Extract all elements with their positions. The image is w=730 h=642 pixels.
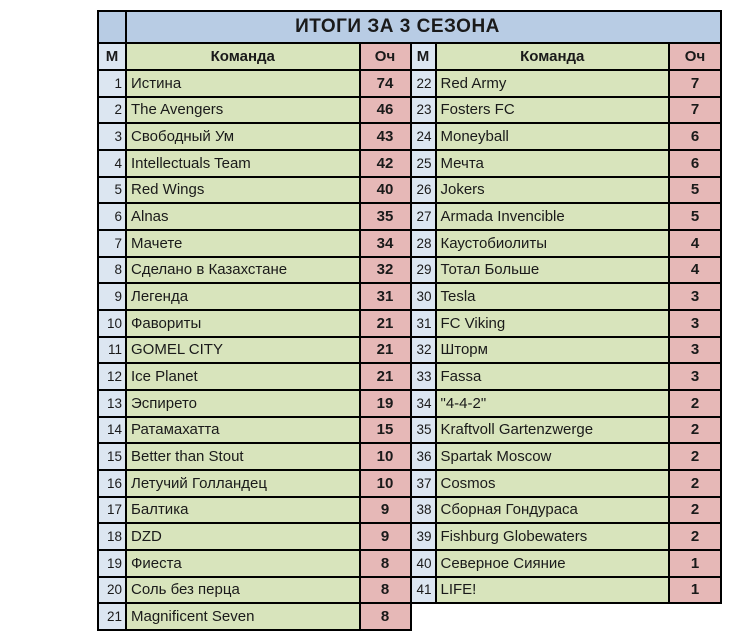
points-cell: 40 (361, 178, 410, 203)
team-cell: DZD (127, 524, 359, 549)
points-cell: 2 (670, 391, 720, 416)
points-cell: 21 (361, 364, 410, 389)
points-cell: 7 (670, 71, 720, 96)
team-cell: FC Viking (437, 311, 669, 336)
rank-cell: 32 (412, 338, 435, 363)
team-cell: Сборная Гондураса (437, 498, 669, 523)
points-cell: 43 (361, 124, 410, 149)
empty-region (412, 604, 723, 631)
points-cell: 2 (670, 524, 720, 549)
team-cell: Фиеста (127, 551, 359, 576)
rank-cell: 1 (99, 71, 125, 96)
rank-cell: 36 (412, 444, 435, 469)
rank-cell: 17 (99, 498, 125, 523)
team-cell: Red Army (437, 71, 669, 96)
rank-cell: 5 (99, 178, 125, 203)
points-cell: 74 (361, 71, 410, 96)
points-cell: 3 (670, 311, 720, 336)
team-cell: The Avengers (127, 98, 359, 123)
standings-table (97, 10, 722, 631)
points-cell: 19 (361, 391, 410, 416)
points-cell: 6 (670, 151, 720, 176)
team-cell: Истина (127, 71, 359, 96)
team-cell: Fassa (437, 364, 669, 389)
points-cell: 2 (670, 471, 720, 496)
points-cell: 2 (670, 498, 720, 523)
team-cell: Балтика (127, 498, 359, 523)
team-cell: Jokers (437, 178, 669, 203)
points-cell: 10 (361, 444, 410, 469)
rank-cell: 33 (412, 364, 435, 389)
team-cell: GOMEL CITY (127, 338, 359, 363)
points-cell: 46 (361, 98, 410, 123)
rank-cell: 6 (99, 204, 125, 229)
rank-cell: 3 (99, 124, 125, 149)
rank-cell: 30 (412, 284, 435, 309)
team-cell: Intellectuals Team (127, 151, 359, 176)
rank-cell: 22 (412, 71, 435, 96)
rank-cell: 24 (412, 124, 435, 149)
team-cell: Тотал Больше (437, 258, 669, 283)
rank-cell: 16 (99, 471, 125, 496)
team-cell: Armada Invencible (437, 204, 669, 229)
rank-cell: 37 (412, 471, 435, 496)
team-cell: Мечта (437, 151, 669, 176)
points-cell: 2 (670, 444, 720, 469)
points-cell: 42 (361, 151, 410, 176)
team-cell: Свободный Ум (127, 124, 359, 149)
header-team-right: Команда (437, 44, 669, 69)
team-cell: Kraftvoll Gartenzwerge (437, 418, 669, 443)
team-cell: Мачете (127, 231, 359, 256)
team-cell: Alnas (127, 204, 359, 229)
points-cell: 8 (361, 604, 410, 629)
team-cell: Better than Stout (127, 444, 359, 469)
rank-cell: 9 (99, 284, 125, 309)
rank-cell: 31 (412, 311, 435, 336)
team-cell: Fishburg Globewaters (437, 524, 669, 549)
team-cell: Северное Сияние (437, 551, 669, 576)
team-cell: Cosmos (437, 471, 669, 496)
header-team-left: Команда (127, 44, 359, 69)
points-cell: 35 (361, 204, 410, 229)
team-cell: Летучий Голландец (127, 471, 359, 496)
team-cell: Соль без перца (127, 578, 359, 603)
points-cell: 10 (361, 471, 410, 496)
table-title: ИТОГИ ЗА 3 СЕЗОНА (127, 12, 720, 42)
team-cell: Ратамахатта (127, 418, 359, 443)
rank-cell: 26 (412, 178, 435, 203)
rank-cell: 28 (412, 231, 435, 256)
rank-cell: 12 (99, 364, 125, 389)
rank-cell: 21 (99, 604, 125, 629)
header-rank-right: М (412, 44, 435, 69)
rank-cell: 13 (99, 391, 125, 416)
points-cell: 31 (361, 284, 410, 309)
points-cell: 9 (361, 498, 410, 523)
points-cell: 3 (670, 364, 720, 389)
team-cell: Ice Planet (127, 364, 359, 389)
rank-cell: 40 (412, 551, 435, 576)
rank-cell: 2 (99, 98, 125, 123)
team-cell: Легенда (127, 284, 359, 309)
points-cell: 4 (670, 231, 720, 256)
corner-cell (99, 12, 125, 42)
points-cell: 1 (670, 578, 720, 603)
rank-cell: 38 (412, 498, 435, 523)
rank-cell: 19 (99, 551, 125, 576)
points-cell: 5 (670, 178, 720, 203)
rank-cell: 7 (99, 231, 125, 256)
team-cell: Fosters FC (437, 98, 669, 123)
points-cell: 21 (361, 311, 410, 336)
team-cell: Фавориты (127, 311, 359, 336)
points-cell: 1 (670, 551, 720, 576)
team-cell: Tesla (437, 284, 669, 309)
points-cell: 6 (670, 124, 720, 149)
team-cell: Moneyball (437, 124, 669, 149)
points-cell: 34 (361, 231, 410, 256)
points-cell: 4 (670, 258, 720, 283)
points-cell: 2 (670, 418, 720, 443)
rank-cell: 18 (99, 524, 125, 549)
rank-cell: 15 (99, 444, 125, 469)
header-points-left: Оч (361, 44, 410, 69)
team-cell: Red Wings (127, 178, 359, 203)
header-points-right: Оч (670, 44, 720, 69)
rank-cell: 41 (412, 578, 435, 603)
header-rank-left: М (99, 44, 125, 69)
rank-cell: 8 (99, 258, 125, 283)
team-cell: Каустобиолиты (437, 231, 669, 256)
points-cell: 7 (670, 98, 720, 123)
rank-cell: 20 (99, 578, 125, 603)
rank-cell: 11 (99, 338, 125, 363)
points-cell: 3 (670, 284, 720, 309)
points-cell: 9 (361, 524, 410, 549)
team-cell: LIFE! (437, 578, 669, 603)
rank-cell: 23 (412, 98, 435, 123)
rank-cell: 34 (412, 391, 435, 416)
team-cell: Эспирето (127, 391, 359, 416)
points-cell: 8 (361, 578, 410, 603)
rank-cell: 4 (99, 151, 125, 176)
points-cell: 5 (670, 204, 720, 229)
points-cell: 3 (670, 338, 720, 363)
points-cell: 21 (361, 338, 410, 363)
rank-cell: 35 (412, 418, 435, 443)
rank-cell: 14 (99, 418, 125, 443)
team-cell: Magnificent Seven (127, 604, 359, 629)
rank-cell: 25 (412, 151, 435, 176)
team-cell: Spartak Moscow (437, 444, 669, 469)
rank-cell: 29 (412, 258, 435, 283)
team-cell: Шторм (437, 338, 669, 363)
team-cell: "4-4-2" (437, 391, 669, 416)
team-cell: Сделано в Казахстане (127, 258, 359, 283)
rank-cell: 27 (412, 204, 435, 229)
points-cell: 32 (361, 258, 410, 283)
rank-cell: 10 (99, 311, 125, 336)
rank-cell: 39 (412, 524, 435, 549)
points-cell: 15 (361, 418, 410, 443)
points-cell: 8 (361, 551, 410, 576)
